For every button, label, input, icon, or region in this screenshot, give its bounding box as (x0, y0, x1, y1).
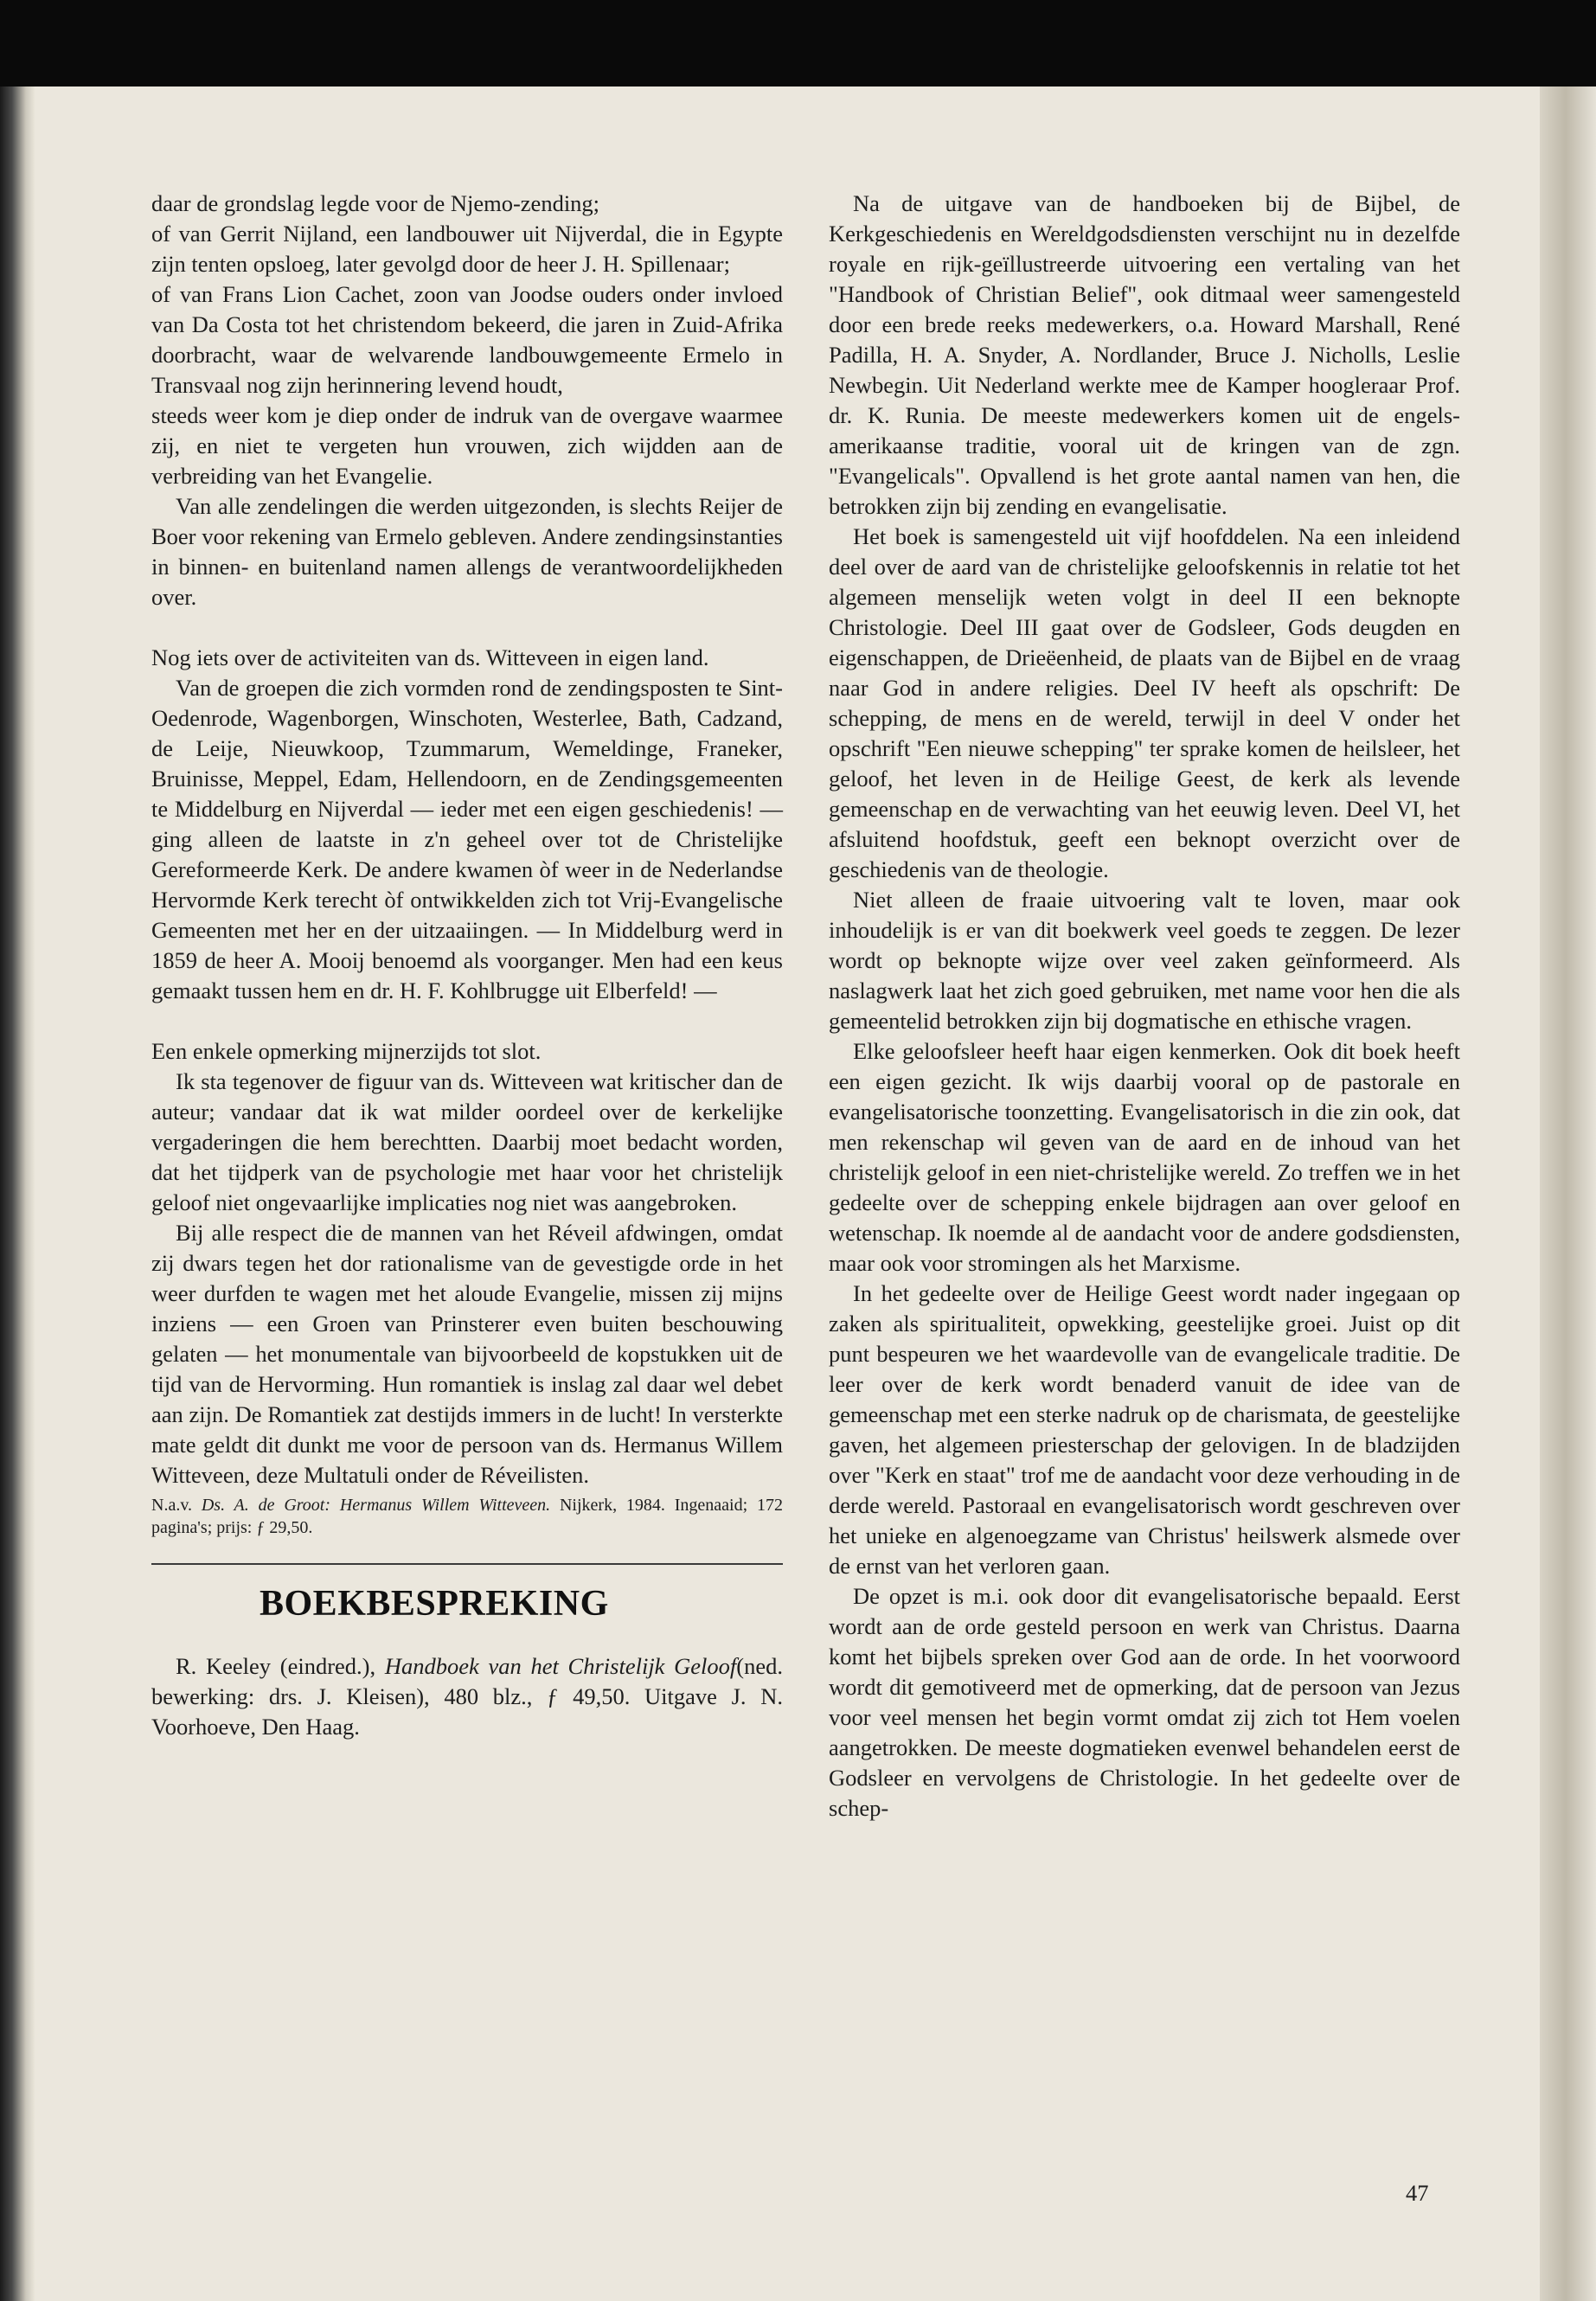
paragraph: In het gedeelte over de Heilige Geest wordt nader ingegaan op zaken als spiritualiteit, opwekking, geestelijke groei. Juist op dit punt bespeuren we het waardevolle van de evangelicale traditie. De leer over de kerk wordt benaderd vanuit de idee van de gemeenschap met een sterke nadruk op de charismata, de geestelijke gaven, het algemeen priesterschap der gelovigen. In de bladzijden over "Kerk en staat" trof me de aandacht voor deze verhouding in de derde wereld. Pastoraal en evangelisatorisch wordt geschreven over het unieke en algenoegzame van Christus' heilswerk alsmede over de ernst van het verloren gaan. (829, 1280, 1460, 1579)
paragraph: of van Gerrit Nijland, een landbouwer uit Nijverdal, die in Egypte zijn tenten opsloeg, later gevolgd door de heer J. H. Spillenaar; (151, 221, 783, 277)
review-details: (ned. bewerking: drs. J. Kleisen), 480 blz., ƒ 49,50. Uitgave J. N. Voorhoeve, Den Haag. (151, 1653, 784, 1740)
paragraph: Nog iets over de activiteiten van ds. Witteveen in eigen land. (151, 644, 709, 670)
paragraph: Ik sta tegenover de figuur van ds. Witteveen wat kritischer dan de auteur; vandaar dat ik wat milder oordeel over de kerkelijke vergaderingen die hem berechtten. Daarbij moet bedacht worden, dat het tijdperk van de psychologie met haar voor het christelijk geloof niet ongevaarlijke implicaties nog niet was aangebroken. (151, 1068, 783, 1215)
paragraph: Van de groepen die zich vormden rond de zendingsposten te Sint-Oedenrode, Wagenborgen, Winschoten, Westerlee, Bath, Cadzand, de Leije, Nieuwkoop, Tzummarum, Wemeldinge, Franeker, Bruinisse, Meppel, Edam, Hellendoorn, en de Zendingsgemeenten te Middelburg en Nijverdal — ieder met een eigen geschiedenis! — ging alleen de laatste in z'n geheel over tot de Christelijke Gereformeerde Kerk. De andere kwamen òf weer in de Nederlandse Hervormde Kerk terecht òf ontwikkelden zich tot Vrij-Evangelische Gemeenten met her en der uitzaaiingen. — In Middelburg werd in 1859 de heer A. Mooij benoemd als voorganger. Men had een keus gemaakt tussen hem en dr. H. F. Kohlbrugge uit Elberfeld! — (151, 675, 783, 1003)
citation-title: Ds. A. de Groot: Hermanus Willem Witteveen. (201, 1496, 551, 1515)
paragraph: Elke geloofsleer heeft haar eigen kenmerken. Ook dit boek heeft een eigen gezicht. Ik wijs daarbij vooral op de pastorale en evangelisatorische toonzetting. Evangelisatorisch in die zin ook, dat men rekenschap wil geven van de aard en de inhoud van het christelijk geloof in een niet-christelijke wereld. Zo treffen we in het gedeelte over de schepping enkele bijdragen aan over geloof en wetenschap. Ik noemde al de aandacht voor de andere godsdiensten, maar ook voor stromingen als het Marxisme. (829, 1038, 1460, 1276)
scan-top-border (0, 0, 1596, 87)
paragraph: De opzet is m.i. ook door dit evangelisatorische bepaald. Eerst wordt aan de orde gesteld persoon en werk van Christus. Daarna komt het bijbels spreken over God aan de orde. In het voorwoord wordt dit gemotiveerd met de opmerking, dat de persoon van Jezus voor veel mensen het begin vormt omdat zij zich tot Hem voelen aangetrokken. De meeste dogmatieken evenwel behandelen eerst de Godsleer en vervolgens de Christologie. In het gedeelte over de schep- (829, 1583, 1460, 1821)
paragraph: Bij alle respect die de mannen van het Réveil afdwingen, omdat zij dwars tegen het dor rationalisme van de gevestigde orde in het weer durfden te wagen met het aloude Evangelie, missen zij mijns inziens — een Groen van Prinsterer even buiten beschouwing gelaten — het monumentale van bijvoorbeeld de kopstukken uit de tijd van de Hervorming. Hun romantiek is inslag zal daar wel debet aan zijn. De Romantiek zat destijds immers in de lucht! In versterkte mate geldt dit dunkt me voor de persoon van ds. Hermanus Willem Witteveen, deze Multatuli onder de Réveilisten. (151, 1220, 783, 1488)
right-column (829, 189, 1460, 1823)
citation-details: Nijkerk, 1984. Ingenaaid; 172 pagina's; prijs: ƒ 29,50. (151, 1496, 783, 1537)
page-number: 47 (1406, 2180, 1429, 2206)
paragraph: of van Frans Lion Cachet, zoon van Joodse ouders onder invloed van Da Costa tot het christendom bekeerd, die jaren in Zuid-Afrika doorbracht, waar de welvarende landbouwgemeente Ermelo in Transvaal nog zijn herinnering levend houdt, (151, 281, 783, 398)
review-book-info (151, 1651, 783, 1742)
scan-left-spine (0, 87, 35, 2301)
review-prefix: R. Keeley (eindred.), (176, 1653, 385, 1679)
paragraph: Na de uitgave van de handboeken bij de Bijbel, de Kerkgeschiedenis en Wereldgodsdiensten verschijnt nu in dezelfde royale en rijk-geïllustreerde uitvoering een vertaling van het "Handbook of Christian Belief", ook ditmaal weer samengesteld door een brede reeks medewerkers, o.a. Howard Marshall, René Padilla, H. A. Snyder, A. Nordlander, Bruce J. Nicholls, Leslie Newbegin. Uit Nederland werkte mee de Kamper hoogleraar Prof. dr. K. Runia. De meeste medewerkers komen uit de engels-amerikaanse traditie, vooral uit de kringen van de zgn. "Evangelicals". Opvallend is het grote aantal namen van hen, die betrokken zijn bij zending en evangelisatie. (829, 190, 1460, 519)
section-divider (151, 1563, 783, 1565)
paragraph: steeds weer kom je diep onder de indruk van de overgave waarmee zij, en niet te vergeten hun vrouwen, zich wijdden aan de verbreiding van het Evangelie. (151, 402, 783, 489)
section-heading: BOEKBESPREKING (260, 1584, 609, 1624)
paragraph: daar de grondslag legde voor de Njemo-zending; (151, 190, 600, 216)
paragraph: Van alle zendelingen die werden uitgezonden, is slechts Reijer de Boer voor rekening van Ermelo gebleven. Andere zendingsinstanties in binnen- en buitenland namen allengs de verantwoordelijkheden over. (151, 493, 783, 610)
review-book-title: Handboek van het Christelijk Geloof (384, 1653, 737, 1679)
scan-right-edge (1540, 87, 1596, 2301)
paragraph: Niet alleen de fraaie uitvoering valt te loven, maar ook inhoudelijk is er van dit boekwerk veel goeds te zeggen. De lezer wordt op beknopte wijze over veel zaken geïnformeerd. Als naslagwerk laat het zich goed gebruiken, met name voor hen die als gemeentelid betrokken zijn bij dogmatische en ethische vragen. (829, 887, 1460, 1034)
paragraph: Het boek is samengesteld uit vijf hoofddelen. Na een inleidend deel over de aard van de christelijke geloofskennis in relatie tot het algemeen menselijk weten volgt in deel II een beknopte Christologie. Deel III gaat over de Godsleer, Gods deugden en eigenschappen, de Drieëenheid, de plaats van de Bijbel en de vraag naar God in andere religies. Deel IV heeft als opschrift: De schepping, de mens en de wereld, terwijl in deel V onder het opschrift "Een nieuwe schepping" ter sprake komen de heilsleer, het geloof, het leven in de Heilige Geest, de kerk als levende gemeenschap en de verwachting van het eeuwig leven. Deel VI, het afsluitend hoofdstuk, geeft een beknopt overzicht over de geschiedenis van de theologie. (829, 523, 1460, 882)
paragraph: Een enkele opmerking mijnerzijds tot slot. (151, 1038, 542, 1064)
citation-prefix: N.a.v. (151, 1496, 202, 1515)
left-column (151, 189, 783, 1742)
book-citation (151, 1494, 783, 1539)
